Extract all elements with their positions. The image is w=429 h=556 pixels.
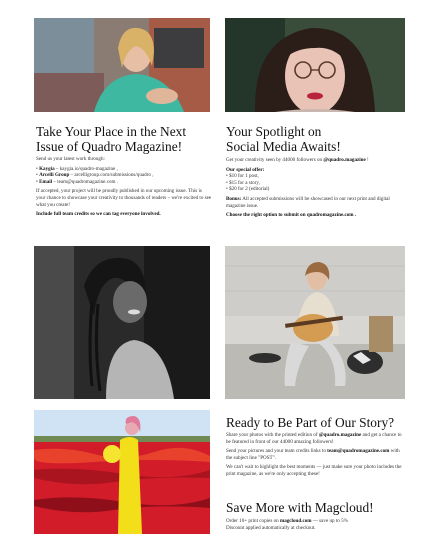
list-item: • $10 for 1 post, bbox=[226, 173, 406, 180]
instagram-handle[interactable]: @quadro.magazine bbox=[323, 157, 366, 163]
offer-title: Our special offer: bbox=[226, 166, 265, 173]
save-paragraph: Order 10+ print copies on magcloud.com — save up to 5% bbox=[226, 518, 348, 524]
email-link[interactable]: team@quadromagazine.com bbox=[327, 448, 390, 455]
website-link[interactable]: quadromagazine.com bbox=[306, 212, 354, 219]
story-paragraph-2: Send your pictures and your team credits links to team@quadromagazine.com with the subject line "POST". bbox=[226, 448, 400, 461]
choose-note: Choose the right option to submit on quadromagazine.com . bbox=[226, 212, 357, 219]
list-item[interactable]: • Email – team@quadromagazine.com . bbox=[36, 179, 212, 186]
save-title: Save More with Magcloud! bbox=[226, 500, 374, 515]
submission-title: Take Your Place in the Next Issue of Quadro Magazine! bbox=[36, 124, 187, 154]
save-body bbox=[226, 518, 404, 534]
story-paragraph-1: Share your photos with the printed edition of @quadro.magazine and get a chance to be featured in front of our 44000 amazing followers! bbox=[226, 432, 402, 445]
submission-paragraph: If accepted, your project will be proudly published in our upcoming issue. This is your chance to showcase your creativity to thousands of readers – we're excited to see what you create! bbox=[36, 188, 212, 208]
story-paragraph-3: We can't wait to highlight the best moments — just make sure your photo includes the print magazine, as we're only accepting these! bbox=[226, 464, 402, 477]
bonus-note: Bonus: All accepted submissions will be showcased in our next print and digital magazine issue. bbox=[226, 195, 390, 209]
offer-list bbox=[226, 173, 406, 193]
submission-body bbox=[36, 156, 212, 221]
list-item: • $15 for a story, bbox=[226, 180, 406, 187]
story-title: Ready to Be Part of Our Story? bbox=[226, 415, 395, 430]
photo-guitar-player bbox=[225, 246, 405, 399]
photo-braids-bw bbox=[34, 246, 210, 399]
submission-intro: Send us your latest work through: bbox=[36, 156, 105, 162]
list-item: • $20 for 2 (editorial) bbox=[226, 186, 406, 193]
list-item[interactable]: • Arcelli Group – arcelligroup.com/submissions/quadro , bbox=[36, 172, 212, 179]
photo-tulip-field bbox=[34, 410, 210, 534]
photo-woman-glasses bbox=[225, 18, 405, 112]
spotlight-intro: Get your creativity seen by 44000 followers on @quadro.magazine ! bbox=[226, 157, 369, 163]
photo-woman-teal-shirt bbox=[34, 18, 210, 112]
story-body bbox=[226, 432, 404, 481]
list-item[interactable]: • Kaygia – kaygia.io/quadro-magazine , bbox=[36, 166, 212, 173]
magcloud-link[interactable]: magcloud.com bbox=[279, 518, 312, 524]
instagram-handle[interactable]: @quadro.magazine bbox=[318, 432, 362, 438]
submission-footer: Include full team credits so we can tag everyone involved. bbox=[36, 211, 161, 218]
spotlight-body bbox=[226, 157, 406, 222]
submission-channel-list bbox=[36, 166, 212, 186]
save-discount-note: Discount applied automatically at checkout. bbox=[226, 524, 316, 531]
spotlight-title: Your Spotlight on Social Media Awaits! bbox=[226, 124, 341, 154]
